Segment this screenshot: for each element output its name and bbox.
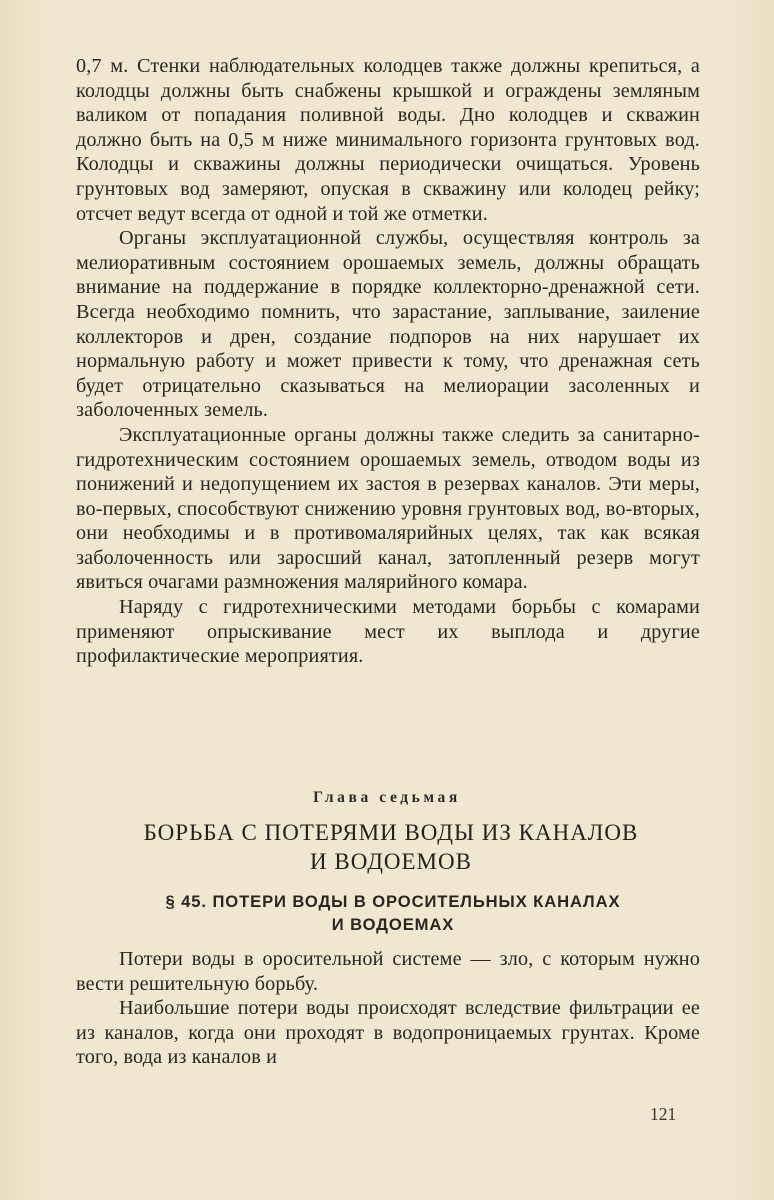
paragraph-drainage-control: Органы эксплуатационной службы, осуществляя контроль за мелиоративным состоянием орошаемых земель, должны обращать внимание на поддержание в порядке коллекторно-дренажной сети. Всегда необходимо помнить, что зарастание, заплывание, заиление коллекторов и дрен, создание подпоров на них нарушает их нормальную работу и может привести к тому, что дренажная сеть будет отрицательно сказываться на мелиорации засоленных и заболоченных земель. bbox=[76, 227, 700, 422]
chapter-title-line-1: БОРЬБА С ПОТЕРЯМИ ВОДЫ ИЗ КАНАЛОВ bbox=[143, 820, 639, 845]
chapter-label: Глава седьмая bbox=[313, 789, 461, 806]
body-text-bottom bbox=[76, 947, 700, 1070]
paragraph-water-losses: Потери воды в оросительной системе — зло, с которым нужно вести решительную борьбу. bbox=[76, 948, 700, 995]
paragraph-mosquito-control: Наряду с гидротехническими методами борьбы с комарами применяют опрыскивание мест их выплода и другие профилактические мероприятия. bbox=[76, 596, 700, 668]
chapter-title bbox=[96, 818, 686, 876]
paragraph-wells-continued: 0,7 м. Стенки наблюдательных колодцев также должны крепиться, а колодцы должны быть снабжены крышкой и ограждены земляным валиком от попадания поливной воды. Дно колодцев и скважин должно быть на 0,5 м ниже минимального горизонта грунтовых вод. Колодцы и скважины должны периодически очищаться. Уровень грунтовых вод замеряют, опуская в скважину или колодец рейку; отсчет ведут всегда от одной и той же отметки. bbox=[76, 55, 700, 225]
body-text-top bbox=[76, 54, 700, 669]
chapter-title-line-2: И ВОДОЕМОВ bbox=[310, 849, 472, 874]
paragraph-sanitary-state: Эксплуатационные органы должны также следить за санитарно-гидротехническим состоянием орошаемых земель, отводом воды из понижений и недопущением их застоя в резервах каналов. Эти меры, во-первых, способствуют снижению уровня грунтовых вод, во-вторых, они необходимы и в противомалярийных целях, так как всякая заболоченность или заросший канал, затопленный резерв могут явиться очагами размножения малярийного комара. bbox=[76, 423, 700, 594]
page-number: 121 bbox=[650, 1104, 677, 1124]
section-title-line-1: § 45. ПОТЕРИ ВОДЫ В ОРОСИТЕЛЬНЫХ КАНАЛАХ bbox=[165, 892, 621, 911]
paragraph-filtration: Наибольшие потери воды происходят вследствие фильтрации ее из каналов, когда они проходят в водопроницаемых грунтах. Кроме того, вода из каналов и bbox=[76, 997, 700, 1069]
section-title-line-2: И ВОДОЕМАХ bbox=[331, 915, 455, 934]
section-title bbox=[118, 890, 668, 936]
